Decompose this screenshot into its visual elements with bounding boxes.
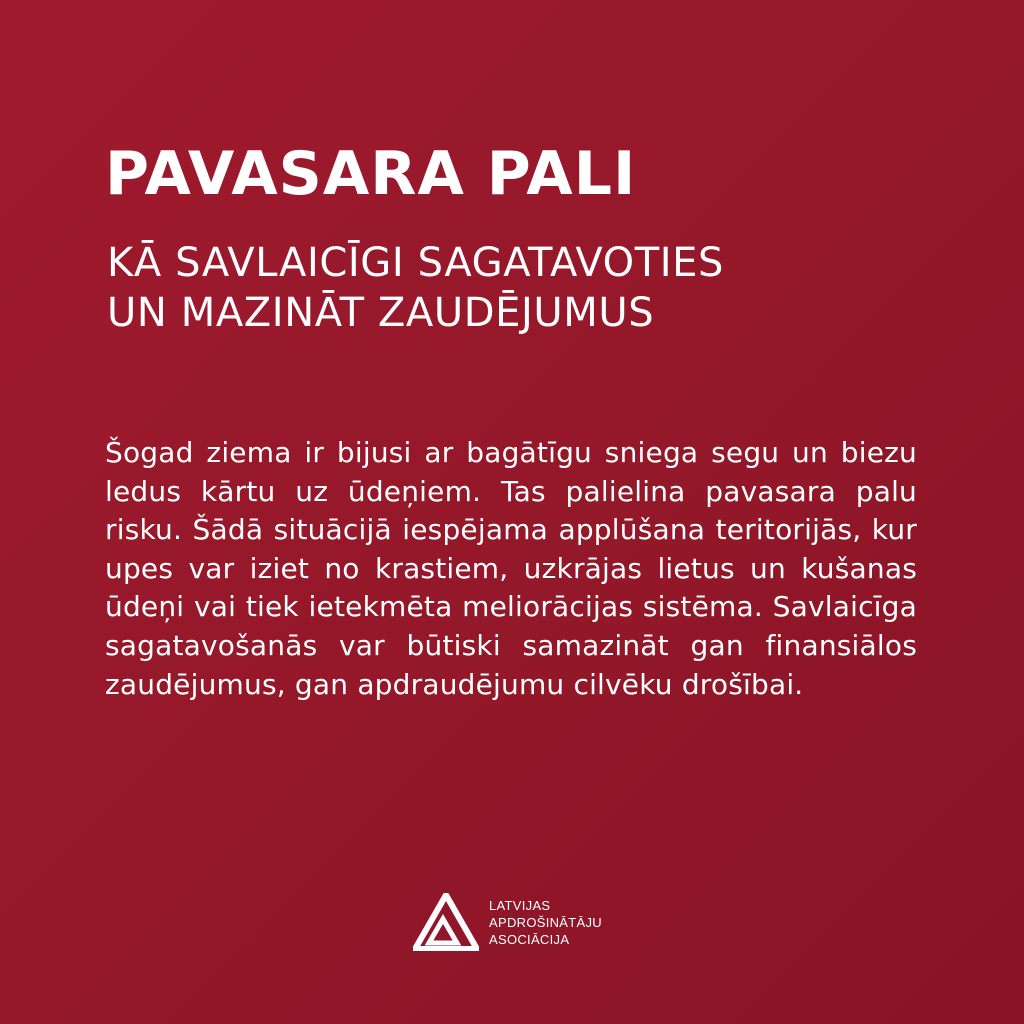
logo-line-1: LATVIJAS xyxy=(489,897,551,913)
subtitle-line-1: KĀ SAVLAICĪGI SAGATAVOTIES xyxy=(107,240,725,286)
triangle-logo-icon xyxy=(413,893,479,951)
logo xyxy=(413,892,602,952)
logo-text xyxy=(489,897,602,948)
logo-line-2: APDROŠINĀTĀJU xyxy=(489,914,602,930)
logo-line-3: ASOCIĀCIJA xyxy=(489,931,570,947)
body-paragraph: Šogad ziema ir bijusi ar bagātīgu sniega segu un biezu ledus kārtu uz ūdeņiem. Tas palielina pavasara palu risku. Šādā situācijā iespējama applūšana teritorijās, kur upes var iziet no krastiem, uzkrājas lietus un kušanas ūdeņi vai tiek ietekmēta meliorācijas sistēma. Savlaicīga sagatavošanās var būtiski samazināt gan finansiālos zaudējumus, gan apdraudējumu cilvēku drošībai. xyxy=(105,436,917,701)
page-title: PAVASARA PALI xyxy=(105,139,637,209)
page-subtitle xyxy=(107,238,937,338)
subtitle-line-2: UN MAZINĀT ZAUDĒJUMUS xyxy=(107,290,655,336)
